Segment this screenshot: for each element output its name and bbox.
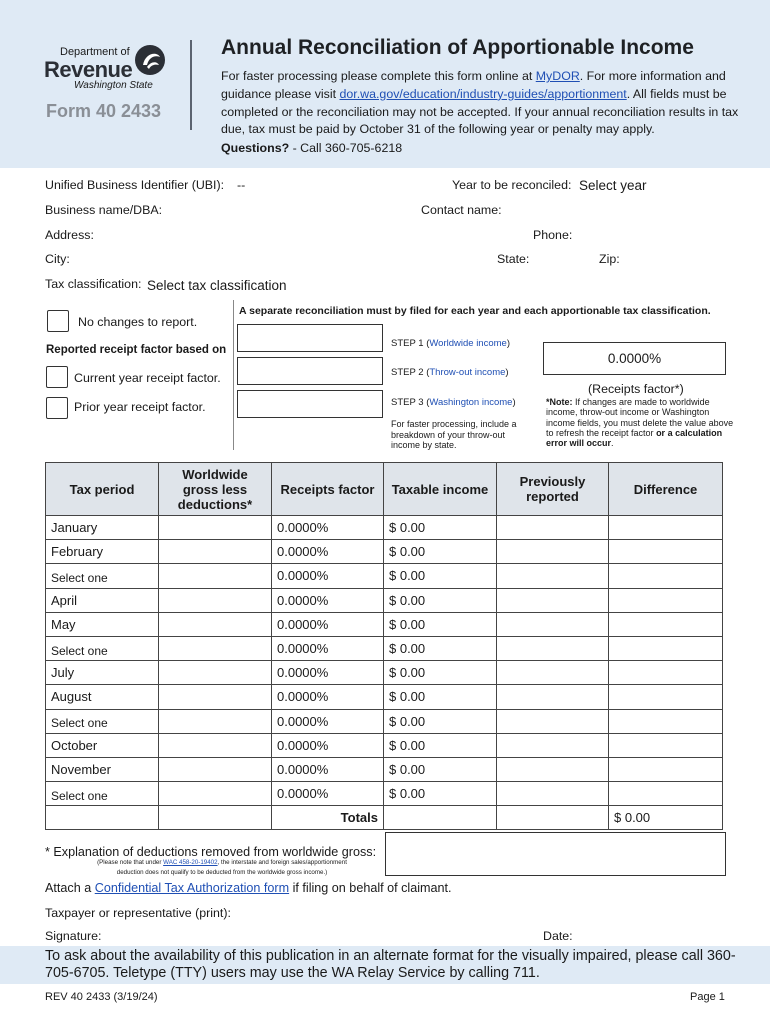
no-changes-label: No changes to report. [78, 315, 198, 329]
tax-classification-select[interactable]: Select tax classification [147, 278, 287, 293]
step2-label: STEP 2 (Throw-out income) [391, 367, 509, 378]
difference-cell [609, 782, 723, 806]
totals-previously-reported [497, 806, 609, 830]
business-name-label: Business name/DBA: [45, 203, 163, 217]
previously-reported-input[interactable] [497, 733, 609, 757]
taxable-income-cell: $ 0.00 [384, 516, 497, 540]
apportionment-guide-link[interactable]: dor.wa.gov/education/industry-guides/apportionment [339, 86, 627, 101]
worldwide-gross-input[interactable] [159, 661, 272, 685]
step3-link[interactable]: Washington income [429, 397, 513, 408]
year-label: Year to be reconciled: [452, 178, 572, 192]
header-previously-reported: Previously reported [497, 463, 609, 516]
table-row [46, 709, 723, 733]
prior-year-label: Prior year receipt factor. [74, 400, 206, 414]
address-label: Address: [45, 228, 94, 242]
totals-taxable [384, 806, 497, 830]
attach-line: Attach a Confidential Tax Authorization form if filing on behalf of claimant. [45, 881, 452, 895]
totals-label: Totals [272, 806, 384, 830]
table-header-row [46, 463, 723, 516]
ubi-input[interactable]: -- [237, 178, 246, 192]
table-row [46, 661, 723, 685]
receipts-factor-cell: 0.0000% [272, 612, 384, 636]
separate-reconciliation-note: A separate reconciliation must by filed for each year and each apportionable tax classification. [239, 305, 711, 317]
no-changes-checkbox[interactable] [47, 310, 69, 332]
taxable-income-cell: $ 0.00 [384, 612, 497, 636]
step1-link[interactable]: Worldwide income [429, 338, 507, 349]
header-taxable-income: Taxable income [384, 463, 497, 516]
tax-period-select[interactable]: Select one [46, 564, 159, 588]
tax-period-select[interactable]: April [46, 588, 159, 612]
current-year-checkbox[interactable] [46, 366, 68, 388]
page-title: Annual Reconciliation of Apportionable Income [221, 36, 694, 59]
reconciliation-table [45, 462, 723, 830]
difference-cell [609, 612, 723, 636]
dor-logo-icon [133, 43, 167, 77]
table-row [46, 685, 723, 709]
wac-link[interactable]: WAC 458-20-19402 [163, 859, 218, 866]
worldwide-gross-input[interactable] [159, 564, 272, 588]
options-divider [233, 300, 234, 450]
receipts-factor-cell: 0.0000% [272, 661, 384, 685]
receipts-factor-cell: 0.0000% [272, 588, 384, 612]
receipts-factor-label: (Receipts factor*) [588, 382, 684, 396]
taxable-income-cell: $ 0.00 [384, 636, 497, 660]
worldwide-gross-input[interactable] [159, 636, 272, 660]
taxable-income-cell: $ 0.00 [384, 588, 497, 612]
difference-cell [609, 636, 723, 660]
step3-label: STEP 3 (Washington income) [391, 397, 516, 408]
tax-authorization-link[interactable]: Confidential Tax Authorization form [94, 881, 290, 895]
signature-label: Signature: [45, 929, 102, 943]
contact-name-label: Contact name: [421, 203, 502, 217]
date-label: Date: [543, 929, 573, 943]
difference-cell [609, 588, 723, 612]
difference-cell [609, 661, 723, 685]
current-year-label: Current year receipt factor. [74, 371, 221, 385]
prior-year-checkbox[interactable] [46, 397, 68, 419]
worldwide-gross-input[interactable] [159, 612, 272, 636]
logo-washington-state: Washington State [74, 80, 153, 91]
previously-reported-input[interactable] [497, 588, 609, 612]
totals-row [46, 806, 723, 830]
header-worldwide-gross: Worldwide gross less deductions* [159, 463, 272, 516]
revision-number: REV 40 2433 (3/19/24) [45, 991, 158, 1003]
logo-revenue: Revenue [44, 57, 133, 82]
receipt-basis-heading: Reported receipt factor based on [46, 344, 227, 356]
wac-note: (Please note that under WAC 458-20-19402, the interstate and foreign sales/apportionment deduction does not qualify to be deducted from the worldwide gross income.) [97, 859, 347, 876]
faster-processing-note: For faster processing, include a breakdown of your throw-out income by state. [391, 419, 517, 450]
taxable-income-cell: $ 0.00 [384, 661, 497, 685]
step2-link[interactable]: Throw-out income [429, 367, 506, 378]
tax-period-select[interactable]: Select one [46, 709, 159, 733]
intro-text: For faster processing please complete this form online at MyDOR. For more information and guidance please visit dor.wa.gov/education/industry-guides/apportionment. All fields must be completed or the reconciliation may not be accepted. If your annual reconciliation results in tax due, tax must be paid by October 31 of the following year or penalty may apply. [221, 69, 739, 137]
receipts-factor-cell: 0.0000% [272, 685, 384, 709]
receipts-factor-cell: 0.0000% [272, 733, 384, 757]
taxable-income-cell: $ 0.00 [384, 757, 497, 781]
receipts-factor-cell: 0.0000% [272, 757, 384, 781]
previously-reported-input[interactable] [497, 540, 609, 564]
state-label: State: [497, 252, 530, 266]
receipts-factor-cell: 0.0000% [272, 540, 384, 564]
header-tax-period: Tax period [46, 463, 159, 516]
form-number: Form 40 2433 [46, 101, 162, 121]
previously-reported-input[interactable] [497, 612, 609, 636]
table-row [46, 564, 723, 588]
taxable-income-cell: $ 0.00 [384, 733, 497, 757]
washington-income-input[interactable] [237, 390, 383, 418]
tax-period-select[interactable]: July [46, 661, 159, 685]
worldwide-gross-input[interactable] [159, 685, 272, 709]
table-row [46, 516, 723, 540]
worldwide-gross-input[interactable] [159, 757, 272, 781]
tax-period-select[interactable]: Select one [46, 636, 159, 660]
receipts-factor-cell: 0.0000% [272, 564, 384, 588]
difference-cell [609, 757, 723, 781]
phone-label: Phone: [533, 228, 573, 242]
previously-reported-input[interactable] [497, 516, 609, 540]
difference-cell [609, 540, 723, 564]
header-divider [190, 40, 192, 130]
tax-classification-label: Tax classification: [45, 277, 142, 291]
explanation-input[interactable] [385, 832, 726, 876]
explanation-label: * Explanation of deductions removed from worldwide gross: [45, 845, 377, 859]
taxable-income-cell: $ 0.00 [384, 685, 497, 709]
header-receipts-factor: Receipts factor [272, 463, 384, 516]
previously-reported-input[interactable] [497, 685, 609, 709]
worldwide-gross-input[interactable] [159, 782, 272, 806]
previously-reported-input[interactable] [497, 782, 609, 806]
tax-period-select[interactable]: Select one [46, 782, 159, 806]
step1-label: STEP 1 (Worldwide income) [391, 338, 510, 349]
table-row [46, 733, 723, 757]
page-number: Page 1 [690, 991, 725, 1003]
worldwide-gross-input[interactable] [159, 540, 272, 564]
worldwide-gross-input[interactable] [159, 733, 272, 757]
zip-label: Zip: [599, 252, 620, 266]
ubi-label: Unified Business Identifier (UBI): [45, 178, 225, 192]
table-row [46, 636, 723, 660]
previously-reported-input[interactable] [497, 709, 609, 733]
receipts-factor-cell: 0.0000% [272, 782, 384, 806]
receipts-factor-value[interactable]: 0.0000% [543, 342, 726, 375]
tax-period-select[interactable]: January [46, 516, 159, 540]
taxable-income-cell: $ 0.00 [384, 709, 497, 733]
receipts-factor-cell: 0.0000% [272, 636, 384, 660]
accessibility-notice: To ask about the availability of this publication in an alternate format for the visually impaired, please call 360-705-6705. Teletype (TTY) users may use the WA Relay Service by calling 711. [45, 948, 736, 981]
header-difference: Difference [609, 463, 723, 516]
table-row [46, 782, 723, 806]
questions-line: Questions? - Call 360-705-6218 [221, 141, 403, 155]
previously-reported-input[interactable] [497, 636, 609, 660]
taxable-income-cell: $ 0.00 [384, 782, 497, 806]
tax-period-select[interactable]: May [46, 612, 159, 636]
worldwide-gross-input[interactable] [159, 588, 272, 612]
refresh-note: *Note: If changes are made to worldwide income, throw-out income or Washington income fields, you must delete the value above to refresh the receipt factor or a calculation error will occur. [546, 397, 734, 449]
tax-period-select[interactable]: August [46, 685, 159, 709]
taxpayer-label: Taxpayer or representative (print): [45, 906, 231, 920]
table-row [46, 757, 723, 781]
difference-cell [609, 685, 723, 709]
table-row [46, 588, 723, 612]
tax-period-select[interactable]: October [46, 733, 159, 757]
taxable-income-cell: $ 0.00 [384, 540, 497, 564]
tax-period-select[interactable]: February [46, 540, 159, 564]
mydor-link[interactable]: MyDOR [535, 69, 580, 83]
logo-department: Department of [60, 46, 130, 58]
receipts-factor-cell: 0.0000% [272, 516, 384, 540]
throwout-income-input[interactable] [237, 357, 383, 385]
totals-difference: $ 0.00 [609, 806, 723, 830]
city-label: City: [45, 252, 70, 266]
tax-period-select[interactable]: November [46, 757, 159, 781]
table-row [46, 612, 723, 636]
previously-reported-input[interactable] [497, 564, 609, 588]
receipts-factor-cell: 0.0000% [272, 709, 384, 733]
previously-reported-input[interactable] [497, 661, 609, 685]
worldwide-gross-input[interactable] [159, 709, 272, 733]
difference-cell [609, 709, 723, 733]
difference-cell [609, 733, 723, 757]
difference-cell [609, 564, 723, 588]
year-select[interactable]: Select year [579, 178, 647, 193]
taxable-income-cell: $ 0.00 [384, 564, 497, 588]
worldwide-gross-input[interactable] [159, 516, 272, 540]
difference-cell [609, 516, 723, 540]
worldwide-income-input[interactable] [237, 324, 383, 352]
table-row [46, 540, 723, 564]
previously-reported-input[interactable] [497, 757, 609, 781]
